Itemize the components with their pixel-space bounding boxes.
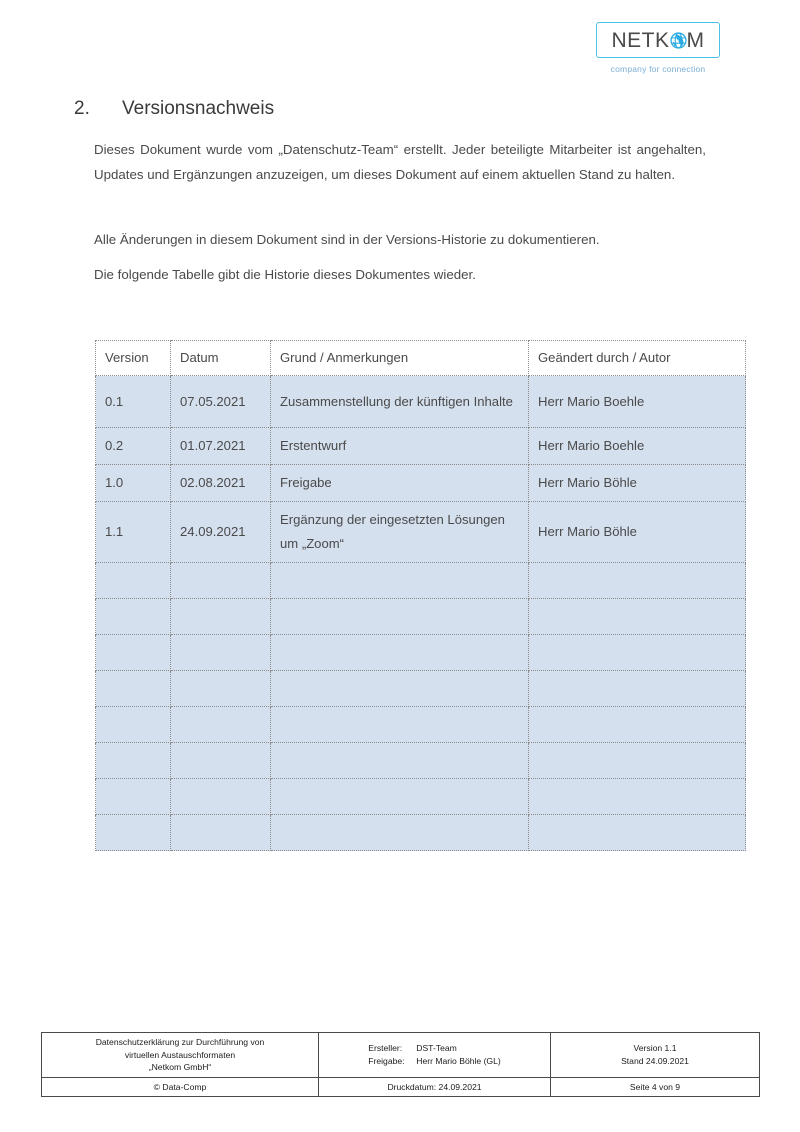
- table-row: [96, 815, 746, 851]
- footer-row-bottom: [42, 1077, 760, 1097]
- footer-ersteller-label: Ersteller:: [368, 1043, 403, 1054]
- footer-document-title: [42, 1033, 319, 1078]
- globe-icon: [670, 32, 687, 49]
- cell-grund: [271, 779, 529, 815]
- cell-autor: Herr Mario Boehle: [529, 428, 746, 465]
- heading-number: 2.: [74, 98, 90, 119]
- logo-text-part1: NETK: [611, 28, 670, 52]
- cell-datum: [171, 599, 271, 635]
- cell-grund: [271, 671, 529, 707]
- cell-autor: [529, 635, 746, 671]
- column-header-grund: Grund / Anmerkungen: [271, 341, 529, 376]
- cell-version: 0.2: [96, 428, 171, 465]
- cell-autor: Herr Mario Böhle: [529, 502, 746, 563]
- table-intro-paragraph: Die folgende Tabelle gibt die Historie dieses Dokumentes wieder.: [94, 267, 476, 282]
- cell-datum: 01.07.2021: [171, 428, 271, 465]
- footer-title-line1: Datenschutzerklärung zur Durchführung von: [95, 1037, 265, 1047]
- changes-paragraph: Alle Änderungen in diesem Dokument sind in der Versions-Historie zu dokumentieren.: [94, 232, 600, 247]
- version-history-table: [95, 340, 746, 851]
- table-row: [96, 743, 746, 779]
- cell-version: [96, 779, 171, 815]
- cell-version: [96, 743, 171, 779]
- cell-datum: [171, 671, 271, 707]
- cell-version: 0.1: [96, 376, 171, 428]
- table-row: [96, 635, 746, 671]
- table-row: [96, 376, 746, 428]
- footer-copyright: © Data-Comp: [42, 1077, 319, 1097]
- footer-ersteller-row: [368, 1043, 457, 1053]
- cell-version: [96, 563, 171, 599]
- cell-autor: [529, 743, 746, 779]
- table-header-row: [96, 341, 746, 376]
- page-footer: [41, 1032, 760, 1097]
- cell-autor: Herr Mario Boehle: [529, 376, 746, 428]
- netkom-logo: [596, 22, 720, 74]
- table-row: [96, 599, 746, 635]
- cell-autor: [529, 671, 746, 707]
- cell-version: 1.1: [96, 502, 171, 563]
- table-row: [96, 502, 746, 563]
- cell-grund: Zusammenstellung der künftigen Inhalte: [271, 376, 529, 428]
- column-header-autor: Geändert durch / Autor: [529, 341, 746, 376]
- cell-datum: [171, 815, 271, 851]
- cell-datum: [171, 707, 271, 743]
- table-row: [96, 671, 746, 707]
- cell-datum: [171, 563, 271, 599]
- footer-version: Version 1.1: [633, 1043, 677, 1054]
- logo-tagline: company for connection: [610, 64, 706, 74]
- cell-version: [96, 815, 171, 851]
- cell-grund: Erstentwurf: [271, 428, 529, 465]
- cell-version: [96, 635, 171, 671]
- footer-freigabe-label: Freigabe:: [368, 1055, 405, 1066]
- cell-datum: 02.08.2021: [171, 465, 271, 502]
- footer-freigabe-value: Herr Mario Böhle (GL): [416, 1055, 501, 1066]
- cell-grund: [271, 815, 529, 851]
- table-row: [96, 563, 746, 599]
- footer-freigabe-row: [368, 1056, 501, 1066]
- cell-autor: [529, 599, 746, 635]
- cell-grund: [271, 599, 529, 635]
- cell-datum: [171, 635, 271, 671]
- cell-autor: Herr Mario Böhle: [529, 465, 746, 502]
- heading-text: Versionsnachweis: [122, 98, 275, 119]
- footer-title-line2: virtuellen Austauschformaten: [124, 1049, 236, 1060]
- column-header-datum: Datum: [171, 341, 271, 376]
- cell-version: [96, 599, 171, 635]
- footer-title-line3: „Netkom GmbH“: [148, 1062, 212, 1072]
- table-row: [96, 779, 746, 815]
- table-row: [96, 428, 746, 465]
- column-header-version: Version: [96, 341, 171, 376]
- cell-datum: [171, 779, 271, 815]
- logo-wordmark: [611, 30, 704, 51]
- cell-grund: Ergänzung der eingesetzten Lösungen um „Zoom“: [271, 502, 529, 563]
- logo-text-part2: M: [686, 28, 705, 52]
- footer-druckdatum: Druckdatum: 24.09.2021: [319, 1077, 551, 1097]
- cell-version: [96, 671, 171, 707]
- logo-box: [596, 22, 720, 58]
- cell-version: [96, 707, 171, 743]
- cell-grund: [271, 563, 529, 599]
- cell-grund: Freigabe: [271, 465, 529, 502]
- cell-grund: [271, 743, 529, 779]
- cell-datum: 24.09.2021: [171, 502, 271, 563]
- version-table-body: [96, 376, 746, 851]
- footer-stand: Stand 24.09.2021: [621, 1055, 689, 1066]
- cell-autor: [529, 707, 746, 743]
- cell-version: 1.0: [96, 465, 171, 502]
- cell-grund: [271, 635, 529, 671]
- cell-datum: [171, 743, 271, 779]
- cell-autor: [529, 563, 746, 599]
- intro-paragraph: Dieses Dokument wurde vom „Datenschutz-Team“ erstellt. Jeder beteiligte Mitarbeiter ist angehalten, Updates und Ergänzungen anzuzeigen, um dieses Dokument auf einem aktuellen Stand zu halten.: [94, 142, 706, 182]
- table-row: [96, 707, 746, 743]
- footer-ersteller-value: DST-Team: [416, 1043, 457, 1054]
- footer-page-number: Seite 4 von 9: [551, 1077, 760, 1097]
- footer-row-top: [42, 1033, 760, 1078]
- cell-grund: [271, 707, 529, 743]
- cell-autor: [529, 779, 746, 815]
- footer-version-block: [551, 1033, 760, 1078]
- cell-datum: 07.05.2021: [171, 376, 271, 428]
- cell-autor: [529, 815, 746, 851]
- footer-authors: [319, 1033, 551, 1078]
- page-title: [74, 98, 274, 120]
- table-row: [96, 465, 746, 502]
